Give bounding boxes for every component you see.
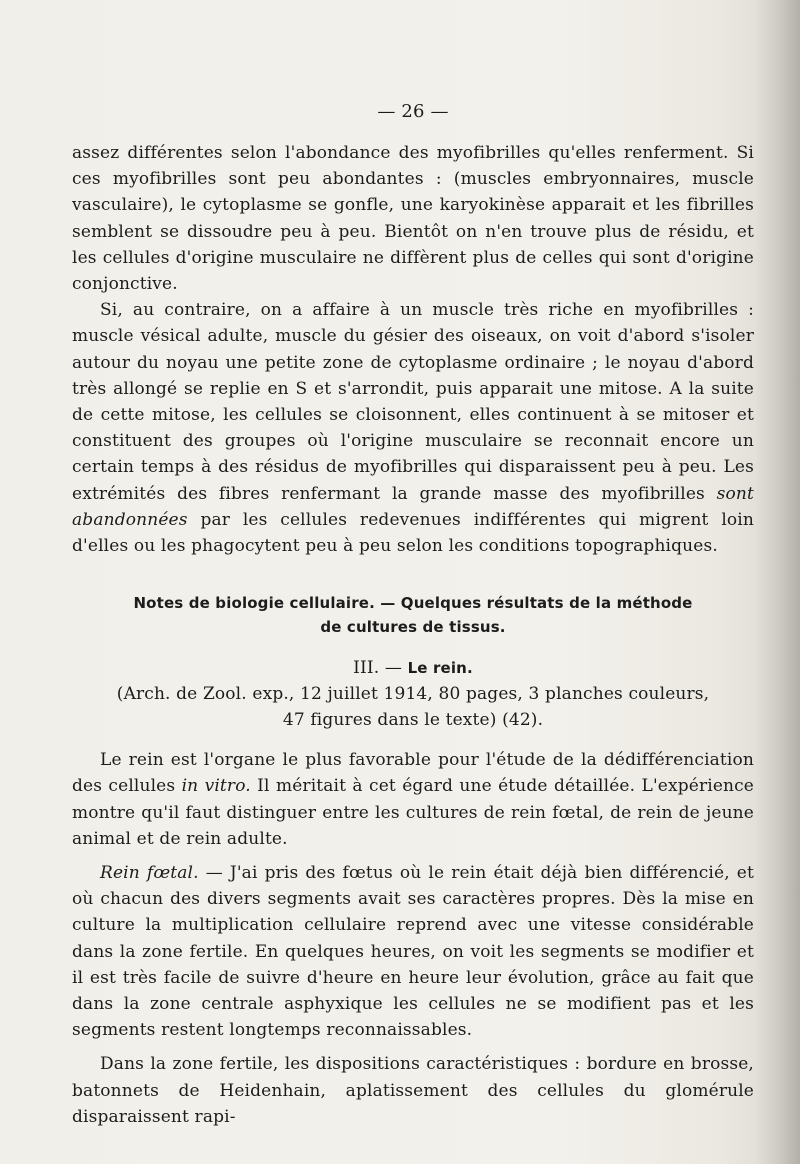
- citation: [72, 681, 754, 733]
- paragraph-text: Si, au contraire, on a affaire à un muscle très riche en myofibrilles : muscle vésical adulte, muscle du gésier des oiseaux, on voit d'abord s'isoler autour du noyau une petite zone de cytoplasme ordinaire ; le noyau d'abord très allongé se replie en S et s'arrondit, puis apparait une mitose. A la suite de cette mitose, les cellules se cloisonnent, elles continuent à se mitoser et constituent des groupes où l'origine musculaire se reconnait encore un certain temps à des résidus de myofibrilles qui disparaissent peu à peu. Les extrémités des fibres renfermant la grande masse des myofibrilles: [72, 300, 754, 504]
- subsection-title: [72, 655, 754, 681]
- page-content: [72, 98, 754, 1130]
- subsection-numeral: III. —: [353, 658, 403, 679]
- italic-phrase: in vitro.: [181, 776, 251, 797]
- paragraph-muscle-riche: [72, 297, 754, 559]
- page-binding-shadow: [755, 0, 800, 1164]
- paragraph-rein-foetal: [72, 860, 754, 1043]
- citation-line2: 47 figures dans le texte) (42).: [282, 710, 544, 731]
- section-heading: [72, 591, 754, 639]
- subsection-name: Le rein.: [407, 659, 473, 678]
- paragraph-myofibrilles: assez différentes selon l'abondance des myofibrilles qu'elles renferment. Si ces myofibrilles sont peu abondantes : (muscles embryonnaires, muscle vasculaire), le cytoplasme se gonfle, une karyokinèse apparait et les fibrilles semblent se dissoudre peu à peu. Bientôt on n'en trouve plus de résidu, et les cellules d'origine musculaire ne diffèrent plus de celles qui sont d'origine conjonctive.: [72, 143, 754, 295]
- paragraph-text-end: Il méritait à cet égard une étude détaillée. L'expérience montre qu'il faut distinguer entre les cultures de rein fœtal, de rein de jeune animal et de rein adulte.: [72, 776, 755, 849]
- paragraph-text-end: par les cellules redevenues indifférentes qui migrent loin d'elles ou les phagocytent peu à peu selon les conditions topographiques.: [72, 509, 754, 557]
- paragraph-rein: [72, 747, 754, 852]
- italic-phrase: sont abandonnées: [72, 483, 754, 530]
- section-heading-line1: Notes de biologie cellulaire. — Quelques résultats de la méthode: [133, 594, 693, 613]
- page-number: — 26 —: [377, 101, 449, 122]
- citation-line1: (Arch. de Zool. exp., 12 juillet 1914, 80 pages, 3 planches couleurs,: [116, 684, 710, 705]
- paragraph-zone-fertile: Dans la zone fertile, les dispositions caractéristiques : bordure en brosse, batonnets de Heidenhain, aplatissement des cellules du glomérule disparaissent rapi-: [72, 1054, 754, 1127]
- italic-lead: Rein fœtal.: [100, 863, 199, 884]
- section-heading-line2: de cultures de tissus.: [320, 618, 506, 637]
- paragraph-text: Le rein est l'organe le plus favorable pour l'étude de la dédifférenciation des cellules: [72, 750, 754, 797]
- paragraph-text: — J'ai pris des fœtus où le rein était déjà bien différencié, et où chacun des divers segments avait ses caractères propres. Dès la mise en culture la multiplication cellulaire reprend avec une vitesse considérable dans la zone fertile. En quelques heures, on voit les segments se modifier et il est très facile de suivre d'heure en heure leur évolution, grâce au fait que dans la zone centrale asphyxique les cellules ne se modifient pas et les segments restent longtemps reconnaissables.: [72, 863, 754, 1041]
